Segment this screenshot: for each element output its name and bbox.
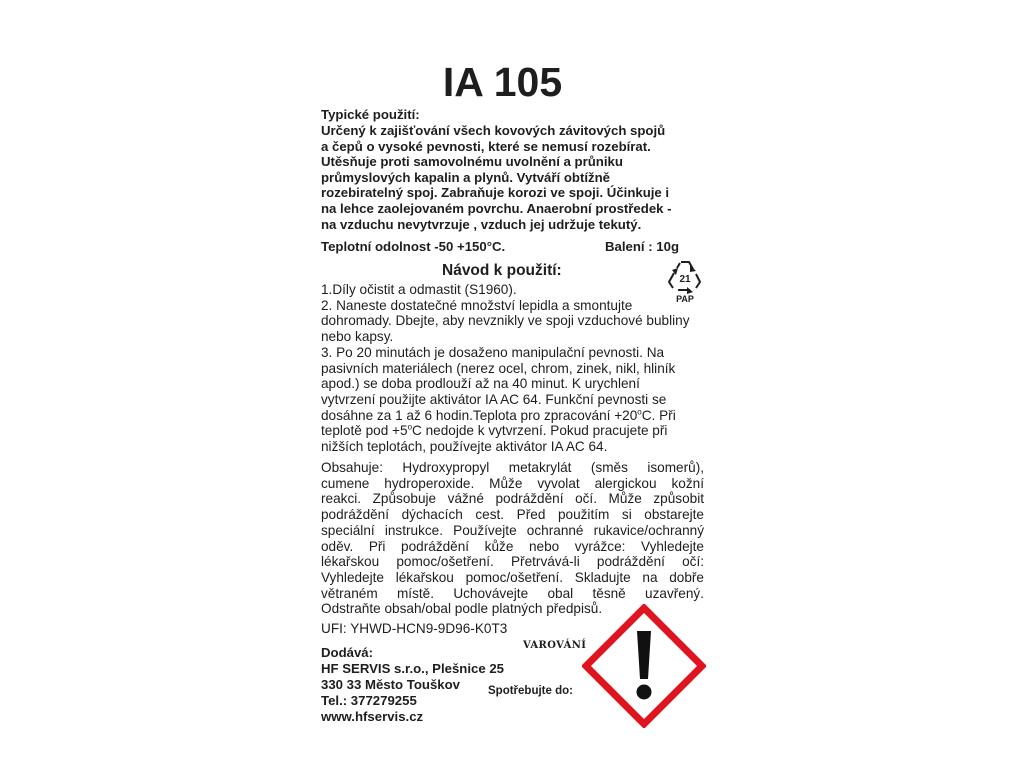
usage-line: průmyslových kapalin a plynů. Vytváří obtížně bbox=[321, 169, 610, 185]
hazard-line: Vyhledejte lékařskou pomoc/ošetření. Skladujte na dobře bbox=[321, 569, 704, 585]
hazard-statements bbox=[321, 460, 704, 617]
degree-mark: o bbox=[637, 407, 642, 417]
typical-use-text bbox=[321, 123, 713, 232]
instructions-text bbox=[321, 282, 711, 455]
supplier-address: 330 33 Město Touškov bbox=[321, 677, 461, 692]
hazard-line: větraném místě. Uchovávejte obal těsně uzavřený. bbox=[321, 585, 704, 601]
supplier-block bbox=[321, 645, 504, 725]
instruction-line: dohromady. Dbejte, aby nevznikly ve spoji vzduchové bubliny bbox=[321, 313, 690, 329]
hazard-line: oděv. Při podráždění kůže nebo vyrážce: Vyhledejte bbox=[321, 538, 704, 554]
hazard-line: speciální instrukce. Používejte ochranné rukavice/ochranný bbox=[321, 522, 704, 538]
recycle-code: PAP bbox=[676, 294, 694, 304]
usage-line: na vzduchu nevytvrzuje , vzduch jej udržuje tekutý. bbox=[321, 216, 642, 232]
signal-word: VAROVÁNÍ bbox=[523, 640, 587, 651]
best-before-label: Spotřebujte do: bbox=[488, 685, 573, 697]
usage-line: Určený k zajišťování všech kovových závitových spojů bbox=[321, 123, 666, 138]
supplier-name: HF SERVIS s.r.o., Plešnice 25 bbox=[321, 661, 505, 676]
instruction-line: 2. Naneste dostatečné množství lepidla a smontujte bbox=[321, 297, 633, 313]
supplier-website: www.hfservis.cz bbox=[321, 709, 424, 724]
instructions-heading: Návod k použití: bbox=[442, 262, 562, 279]
instruction-line bbox=[321, 408, 711, 424]
recycle-number: 21 bbox=[679, 274, 691, 285]
instruction-line: vytvrzení použijte aktivátor IA AC 64. Funkční pevnosti se bbox=[321, 391, 667, 407]
supplier-heading: Dodává: bbox=[321, 645, 374, 660]
instruction-text: C. Při bbox=[641, 407, 676, 423]
product-title: IA 105 bbox=[442, 59, 563, 105]
instruction-line: nižších teplotách, používejte aktivátor IA AC 64. bbox=[321, 439, 608, 455]
usage-line: rozebiratelný spoj. Zabraňuje korozi ve spoji. Účinkuje i bbox=[321, 185, 670, 201]
instruction-line: nebo kapsy. bbox=[321, 329, 394, 345]
usage-line: na lehce zaolejovaném povrchu. Anaerobní prostředek - bbox=[321, 200, 672, 216]
instruction-line: 3. Po 20 minutách je dosaženo manipulační pevnosti. Na bbox=[321, 344, 665, 360]
instruction-text: dosáhne za 1 až 6 hodin.Teplota pro zpracování +20 bbox=[321, 407, 638, 423]
ufi-code: UFI: YHWD-HCN9-9D96-K0T3 bbox=[321, 621, 508, 636]
usage-line: Utěsňuje proti samovolnému uvolnění a průniku bbox=[321, 154, 623, 170]
hazard-line: lékařskou pomoc/ošetření. Přetrvává-li podráždění očí: bbox=[321, 554, 704, 570]
instruction-line bbox=[321, 423, 711, 439]
temperature-resistance: Teplotní odolnost -50 +150°C. bbox=[321, 239, 506, 254]
usage-line: a čepů o vysoké pevnosti, které se nemusí rozebírat. bbox=[321, 138, 651, 154]
supplier-phone: Tel.: 377279255 bbox=[321, 693, 417, 708]
instruction-text: C nedojde k vytvrzení. Pokud pracujete při bbox=[412, 423, 668, 439]
instruction-line: apod.) se doba prodlouží až na 40 minut. K urychlení bbox=[321, 376, 640, 392]
typical-use-heading: Typické použití: bbox=[321, 107, 420, 122]
instruction-line: pasivních materiálech (nerez ocel, chrom, zinek, nikl, hliník bbox=[321, 360, 676, 376]
hazard-line: Obsahuje: Hydroxypropyl metakrylát (směs isomerů), bbox=[321, 460, 704, 475]
hazard-line: cumene hydroperoxide. Může vyvolat alergickou kožní bbox=[321, 475, 704, 491]
hazard-line: Odstraňte obsah/obal podle platných předpisů. bbox=[321, 601, 603, 617]
instruction-line: 1.Díly očistit a odmastit (S1960). bbox=[321, 282, 517, 297]
ghs-exclamation-icon bbox=[582, 604, 706, 728]
hazard-line: reakci. Způsobuje vážné podráždění očí. Může způsobit bbox=[321, 491, 704, 507]
degree-mark: o bbox=[407, 422, 413, 432]
temperature-package-row bbox=[321, 239, 711, 255]
instruction-text: teplotě pod +5 bbox=[321, 423, 408, 439]
hazard-line: podráždění dýchacích cest. Před použitím si obstarejte bbox=[321, 507, 704, 523]
package-size: Balení : 10g bbox=[605, 239, 680, 254]
